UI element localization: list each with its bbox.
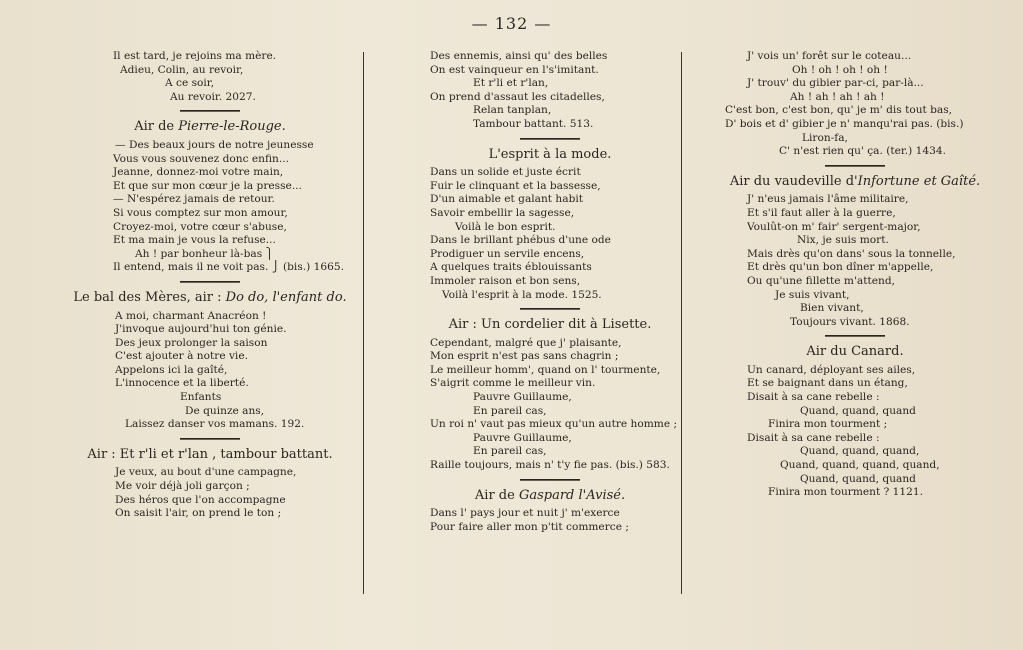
lyric-line: Pauvre Guillaume, [473, 391, 572, 404]
lyric-line: En pareil cas, [473, 404, 547, 417]
song-heading-italic: Do do, l'enfant do. [225, 289, 347, 305]
song-heading-text: Air : Un cordelier dit à Lisette. [448, 317, 652, 333]
lyric-line: Finira mon tourment ; [768, 418, 888, 431]
lyric-line: Quand, quand, quand [800, 472, 916, 485]
lyric-line: C'est bon, c'est bon, qu' je m' dis tout bas, [725, 104, 953, 117]
section-rule [180, 438, 240, 440]
song-heading [65, 448, 355, 462]
lyric-line: Voulût-on m' fair' sergent-major, [747, 220, 921, 233]
lyric-line: Et ma main je vous la refuse... [113, 234, 276, 247]
song-lyrics [425, 50, 675, 132]
lyric-line: Bien vivant, [800, 302, 864, 315]
lyric-line: Et r'li et r'lan, [473, 77, 549, 90]
lyric-line: Laissez danser vos mamans. 192. [125, 418, 305, 431]
lyric-line: J'invoque aujourd'hui ton génie. [115, 323, 287, 336]
lyric-line: De quinze ans, [185, 404, 265, 417]
song-lyrics [425, 166, 675, 302]
section-rule [825, 165, 885, 167]
lyric-line: Tambour battant. 513. [473, 117, 594, 130]
lyric-line: Adieu, Colin, au revoir, [120, 63, 244, 76]
section-rule [520, 138, 580, 140]
song-lyrics [715, 364, 995, 500]
lyric-line: Quand, quand, quand [800, 404, 916, 417]
lyric-line: A quelques traits éblouissants [430, 261, 592, 274]
column-1 [65, 50, 355, 521]
song-lyrics [65, 310, 355, 432]
song-lyrics [65, 50, 355, 104]
lyric-line: S'aigrit comme le meilleur vin. [430, 377, 596, 390]
song-heading-text: Air du vaudeville d' [729, 173, 858, 189]
lyric-line: Nix, je suis mort. [797, 234, 889, 247]
song-lyrics [425, 336, 678, 473]
lyric-line: En pareil cas, [473, 445, 547, 458]
lyric-line: D'un aimable et galant habit [430, 193, 583, 206]
section-rule [180, 110, 240, 112]
lyric-line: Voilà le bon esprit. [455, 220, 556, 233]
lyric-line: C'est ajouter à notre vie. [115, 350, 248, 363]
lyric-line: Mais drès qu'on dans' sous la tonnelle, [747, 247, 956, 260]
lyric-line: J' trouv' du gibier par-ci, par-là... [747, 77, 924, 90]
song-heading [715, 345, 995, 359]
lyric-line: — N'espérez jamais de retour. [113, 193, 275, 206]
lyric-line: Des jeux prolonger la saison [115, 336, 268, 349]
lyric-line: Liron-fa, [802, 131, 848, 144]
column-divider [363, 52, 364, 594]
page-number: — 132 — [471, 14, 552, 33]
lyric-line: J' vois un' forêt sur le coteau... [747, 50, 912, 62]
lyric-line: Appelons ici la gaîté, [115, 363, 228, 376]
lyric-line: Et drès qu'un bon dîner m'appelle, [747, 261, 934, 274]
lyric-line: Toujours vivant. 1868. [790, 315, 910, 328]
lyric-line: Raille toujours, mais n' t'y fie pas. (bis.) 583. [430, 459, 670, 472]
song-heading-italic: Pierre-le-Rouge. [178, 119, 286, 135]
lyric-line: Finira mon tourment ? 1121. [768, 486, 923, 499]
lyric-line: Enfants [180, 391, 222, 404]
lyric-line: Disait à sa cane rebelle : [747, 431, 880, 444]
lyric-line: A moi, charmant Anacréon ! [115, 309, 267, 322]
song-lyrics [715, 50, 995, 159]
song-lyrics [65, 466, 355, 520]
lyric-line: Je suis vivant, [775, 288, 850, 301]
lyric-line: Au revoir. 2027. [170, 90, 256, 103]
lyric-line: Si vous comptez sur mon amour, [113, 206, 288, 219]
lyric-line: Je veux, au bout d'une campagne, [115, 466, 297, 479]
lyric-line: Il entend, mais il ne voit pas. ⎭ (bis.) 1665. [113, 261, 344, 274]
lyric-line: Et s'il faut aller à la guerre, [747, 206, 896, 219]
lyric-line: Ah ! ah ! ah ! ah ! [790, 90, 885, 103]
lyric-line: Me voir déjà joli garçon ; [115, 480, 250, 493]
lyric-line: Voilà l'esprit à la mode. 1525. [442, 288, 602, 301]
lyric-line: Oh ! oh ! oh ! oh ! [792, 63, 888, 76]
song-heading-text: Air de [134, 119, 179, 135]
lyric-line: Savoir embellir la sagesse, [430, 206, 575, 219]
lyric-line: On saisit l'air, on prend le ton ; [115, 507, 282, 520]
lyric-line: Le meilleur homm', quand on l' tourmente, [430, 363, 661, 376]
song-heading-text: Le bal des Mères, air : [73, 289, 226, 305]
song-heading [425, 489, 675, 503]
song-heading-text: Air du Canard. [806, 344, 904, 360]
song-heading [425, 318, 675, 332]
lyric-line: Disait à sa cane rebelle : [747, 391, 880, 404]
section-rule [520, 308, 580, 310]
lyric-line: Quand, quand, quand, [800, 445, 920, 458]
lyric-line: — Des beaux jours de notre jeunesse [115, 138, 314, 151]
section-rule [180, 281, 240, 283]
lyric-line: Croyez-moi, votre cœur s'abuse, [113, 220, 287, 233]
lyric-line: Cependant, malgré que j' plaisante, [430, 336, 622, 349]
lyric-line: Un canard, déployant ses ailes, [747, 363, 916, 376]
lyric-line: Et que sur mon cœur je la presse... [113, 179, 302, 192]
lyric-line: Dans l' pays jour et nuit j' m'exerce [430, 507, 620, 520]
song-heading-text: Air : Et r'li et r'lan , tambour battant. [87, 446, 333, 462]
lyric-line: Et se baignant dans un étang, [747, 377, 908, 390]
song-heading-italic: Gaspard l'Avisé. [518, 487, 626, 503]
lyric-line: Il est tard, je rejoins ma mère. [113, 50, 277, 62]
lyric-line: J' n'eus jamais l'âme militaire, [747, 193, 909, 206]
song-lyrics [715, 193, 995, 329]
song-heading [425, 148, 675, 162]
lyric-line: Mon esprit n'est pas sans chagrin ; [430, 350, 619, 363]
lyric-line: Des héros que l'on accompagne [115, 493, 286, 506]
song-heading [65, 120, 355, 134]
lyric-line: Pour faire aller mon p'tit commerce ; [430, 520, 629, 533]
lyric-line: On prend d'assaut les citadelles, [430, 90, 605, 103]
song-heading-text: Air de [474, 487, 519, 503]
song-heading-text: L'esprit à la mode. [488, 146, 612, 162]
lyric-line: Ou qu'une fillette m'attend, [747, 274, 895, 287]
column-3 [715, 50, 995, 500]
lyric-line: Un roi n' vaut pas mieux qu'un autre homme ; [430, 418, 678, 431]
lyric-line: Immoler raison et bon sens, [430, 274, 581, 287]
lyric-line: Dans un solide et juste écrit [430, 166, 581, 179]
lyric-line: Pauvre Guillaume, [473, 431, 572, 444]
lyric-line: Des ennemis, ainsi qu' des belles [430, 50, 608, 62]
lyric-line: Relan tanplan, [473, 104, 552, 117]
song-lyrics [425, 507, 675, 534]
lyric-line: On est vainqueur en l's'imitant. [430, 63, 599, 76]
lyric-line: Vous vous souvenez donc enfin... [113, 152, 289, 165]
lyric-line: C' n'est rien qu' ça. (ter.) 1434. [779, 145, 946, 158]
column-2 [425, 50, 678, 534]
column-divider [681, 52, 682, 594]
lyric-line: Prodiguer un servile encens, [430, 247, 585, 260]
section-rule [520, 479, 580, 481]
section-rule [825, 335, 885, 337]
song-lyrics [65, 139, 355, 275]
song-heading [65, 291, 355, 305]
lyric-line: Ah ! par bonheur là-bas ⎫ [135, 247, 274, 260]
lyric-line: D' bois et d' gibier je n' manqu'rai pas. (bis.) [725, 117, 964, 130]
lyric-line: Dans le brillant phébus d'une ode [430, 234, 611, 247]
lyric-line: L'innocence et la liberté. [115, 377, 249, 390]
song-heading-italic: Infortune et Gaîté. [857, 173, 981, 189]
lyric-line: Fuir le clinquant et la bassesse, [430, 179, 601, 192]
song-heading [715, 175, 995, 189]
lyric-line: Quand, quand, quand, quand, [780, 459, 940, 472]
lyric-line: A ce soir, [165, 77, 215, 90]
lyric-line: Jeanne, donnez-moi votre main, [113, 166, 284, 179]
